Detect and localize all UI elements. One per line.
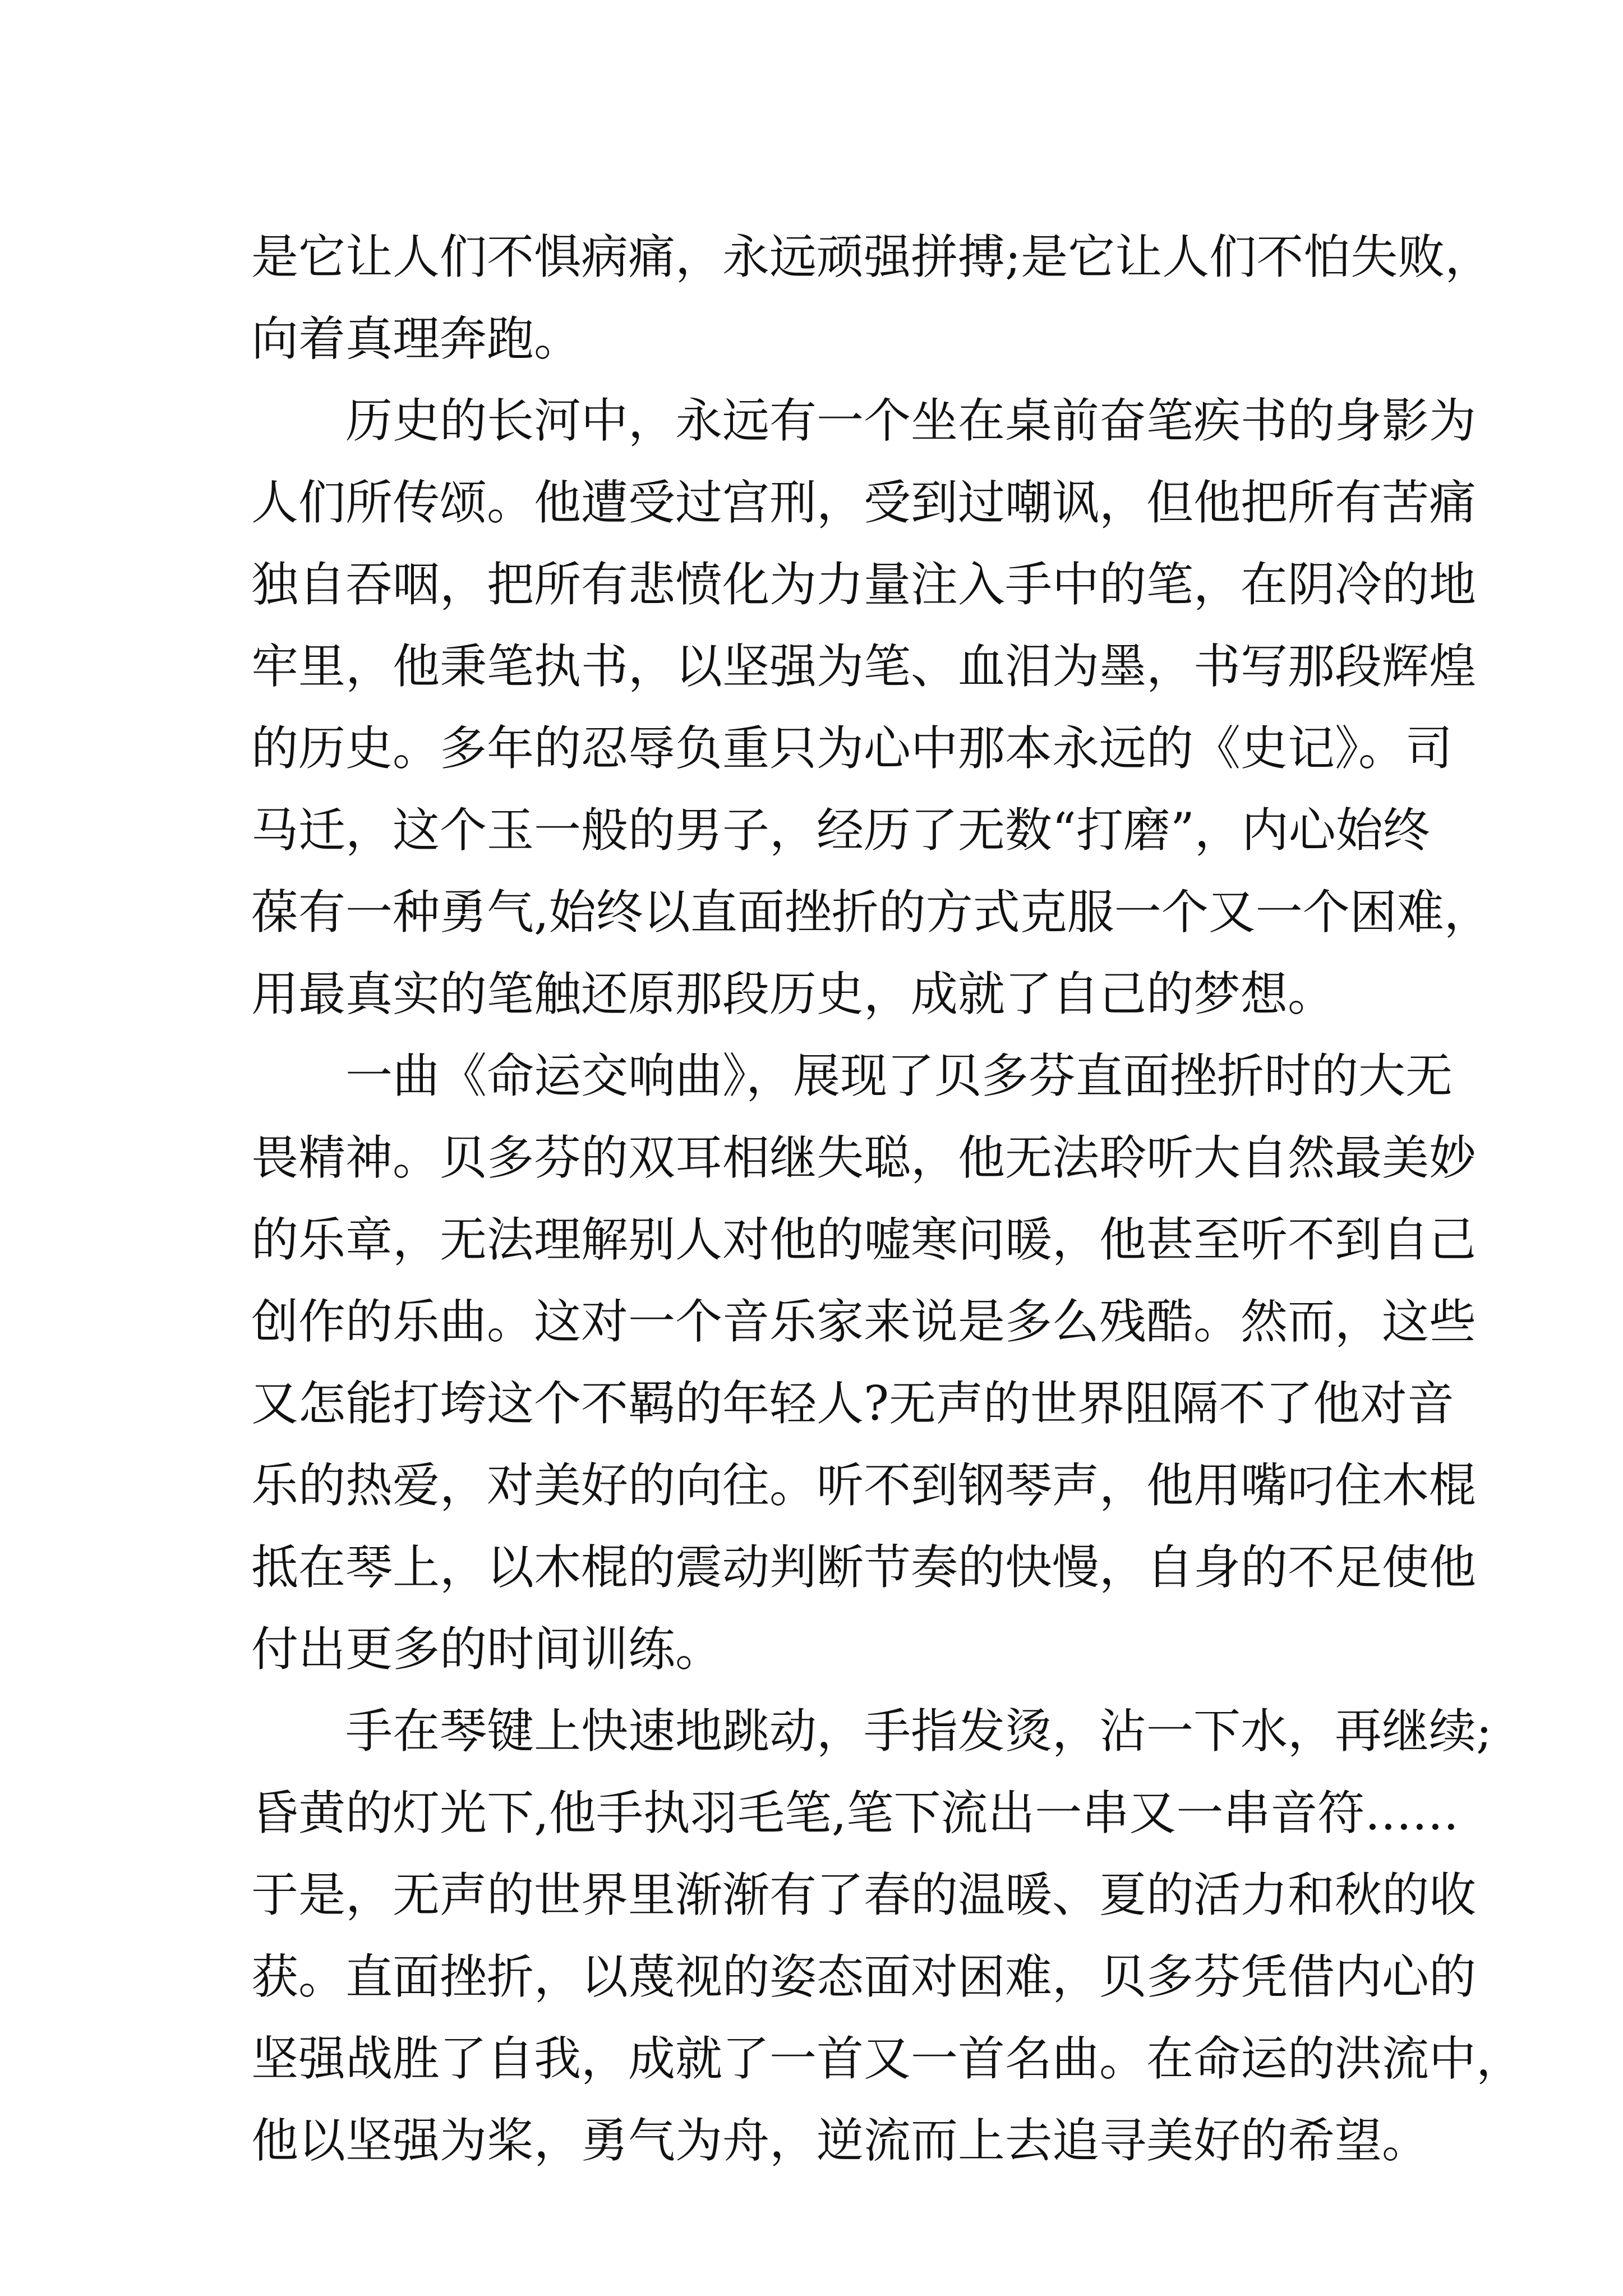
text-line: 创作的乐曲。这对一个音乐家来说是多么残酷。然而，这些	[251, 1294, 1477, 1349]
text-line: 手在琴键上快速地跳动，手指发烫，沾一下水，再继续;	[345, 1704, 1492, 1759]
text-line: 用最真实的笔触还原那段历史，成就了自己的梦想。	[251, 967, 1335, 1022]
text-line: 坚强战胜了自我，成就了一首又一首名曲。在命运的洪流中，	[251, 2031, 1524, 2086]
essay-body	[251, 216, 1524, 2182]
text-line: 马迁，这个玉一般的男子，经历了无数“打磨”，内心始终	[251, 803, 1430, 858]
text-line: 他以坚强为桨，勇气为舟，逆流而上去追寻美好的希望。	[251, 2113, 1430, 2168]
text-line: 历史的长河中，永远有一个坐在桌前奋笔疾书的身影为	[345, 393, 1477, 448]
text-line: 独自吞咽，把所有悲愤化为力量注入手中的笔，在阴冷的地	[251, 557, 1477, 612]
text-line: 又怎能打垮这个不羁的年轻人?无声的世界阻隔不了他对音	[251, 1376, 1455, 1431]
text-line: 葆有一种勇气,始终以直面挫折的方式克服一个又一个困难，	[251, 885, 1491, 940]
text-line: 向着真理奔跑。	[251, 311, 582, 366]
text-line: 抵在琴上，以木棍的震动判断节奏的快慢，自身的不足使他	[251, 1540, 1477, 1595]
text-line: 于是，无声的世界里渐渐有了春的温暖、夏的活力和秋的收	[251, 1867, 1477, 1922]
text-line: 付出更多的时间训练。	[251, 1622, 723, 1677]
text-line: 畏精神。贝多芬的双耳相继失聪，他无法聆听大自然最美妙	[251, 1130, 1477, 1185]
text-line: 一曲《命运交响曲》，展现了贝多芬直面挫折时的大无	[345, 1048, 1453, 1103]
text-line: 乐的热爱，对美好的向往。听不到钢琴声，他用嘴叼住木棍	[251, 1458, 1477, 1513]
text-line: 牢里，他秉笔执书，以坚强为笔、血泪为墨，书写那段辉煌	[251, 639, 1477, 694]
text-line: 人们所传颂。他遭受过宫刑，受到过嘲讽，但他把所有苦痛	[251, 475, 1477, 530]
text-line: 的历史。多年的忍辱负重只为心中那本永远的《史记》。司	[251, 721, 1453, 776]
text-line: 昏黄的灯光下,他手执羽毛笔,笔下流出一串又一串音符……	[251, 1786, 1459, 1841]
text-line: 的乐章，无法理解别人对他的嘘寒问暖，他甚至听不到自己	[251, 1212, 1477, 1267]
text-line: 获。直面挫折，以蔑视的姿态面对困难，贝多芬凭借内心的	[251, 1949, 1477, 2004]
text-line: 是它让人们不惧病痛，永远顽强拼搏;是它让人们不怕失败，	[251, 229, 1492, 284]
